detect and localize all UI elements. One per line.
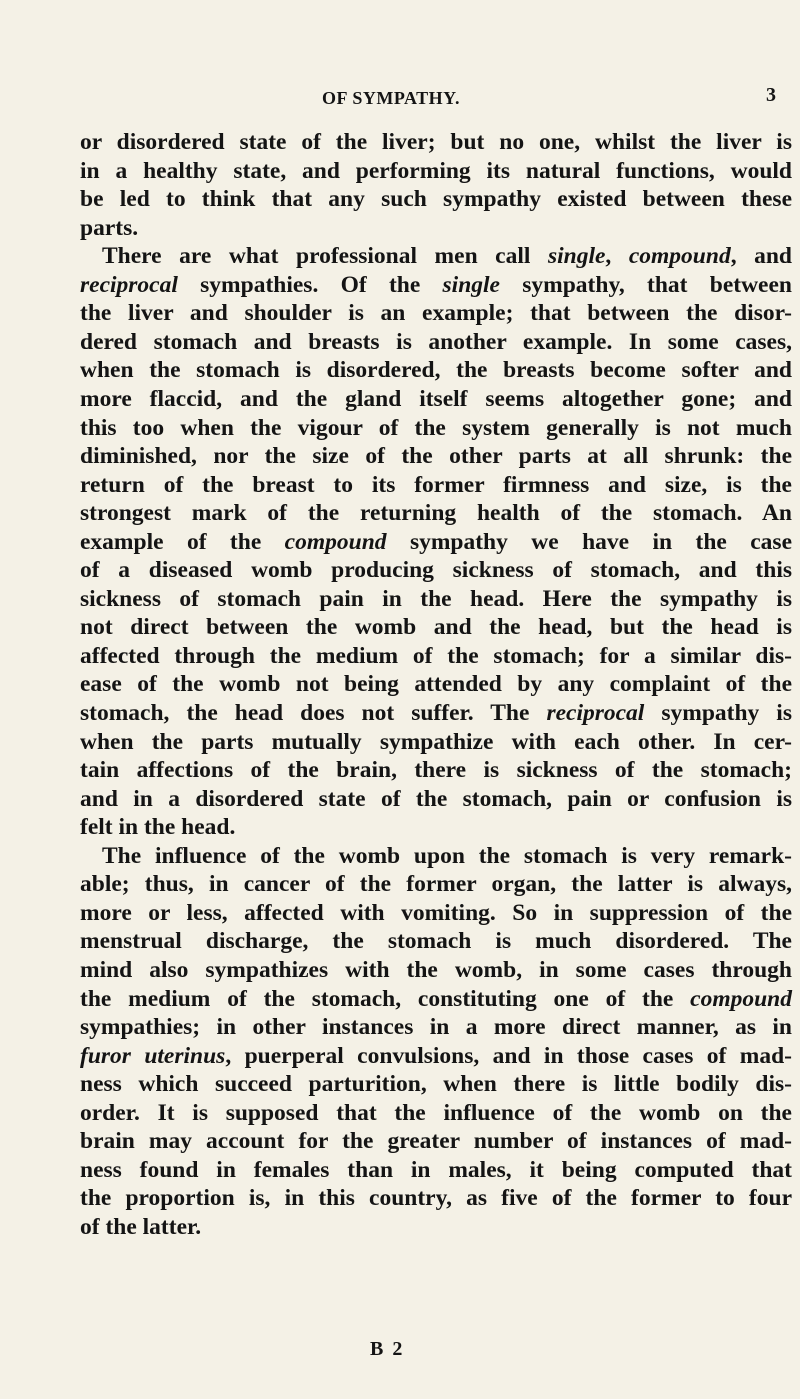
text-line: stomach, the head does not suffer. The reciprocal sympathy is <box>80 700 792 726</box>
text-line: return of the breast to its former firmness and size, is the <box>80 471 792 498</box>
text-line: the proportion is, in this country, as five of the former to four <box>80 1185 792 1212</box>
text-line: of a diseased womb producing sickness of stomach, and this <box>80 557 792 584</box>
text-line: felt in the head. <box>80 814 236 841</box>
text-line: when the parts mutually sympathize with each other. In cer- <box>80 728 792 755</box>
text-line: tain affections of the brain, there is sickness of the stomach; <box>80 757 792 784</box>
text-line: and in a disordered state of the stomach, pain or confusion is <box>80 785 792 812</box>
text-line: the medium of the stomach, constituting one of the compound <box>80 985 792 1012</box>
text-line: when the stomach is disordered, the breasts become softer and <box>80 357 792 384</box>
text-line: menstrual discharge, the stomach is much disordered. The <box>80 928 792 955</box>
text-line: order. It is supposed that the influence of the womb on the <box>80 1099 792 1126</box>
text-line: There are what professional men call single, compound, and <box>102 243 793 270</box>
text-line: sympathies; in other instances in a more direct manner, as in <box>80 1014 792 1041</box>
text-line: affected through the medium of the stomach; for a similar dis- <box>80 642 792 669</box>
text-line: The influence of the womb upon the stomach is very remark- <box>102 842 792 869</box>
text-line: more flaccid, and the gland itself seems altogether gone; and <box>80 385 792 412</box>
text-line: ness found in females than in males, it being computed that <box>80 1156 792 1183</box>
text-line: ease of the womb not being attended by any complaint of the <box>80 671 792 698</box>
text-line: furor uterinus, puerperal convulsions, and in those cases of mad- <box>80 1042 792 1069</box>
text-line: strongest mark of the returning health of the stomach. An <box>80 500 792 527</box>
signature-mark: B 2 <box>370 1338 405 1360</box>
text-line: brain may account for the greater number of instances of mad- <box>80 1128 792 1155</box>
text-line: be led to think that any such sympathy existed between these <box>80 186 792 213</box>
running-title: OF SYMPATHY. <box>322 88 461 108</box>
text-line: dered stomach and breasts is another example. In some cases, <box>80 328 792 355</box>
text-line: able; thus, in cancer of the former organ, the latter is always, <box>80 871 792 898</box>
text-line: in a healthy state, and performing its natural functions, would <box>80 157 792 184</box>
text-line: parts. <box>80 214 139 241</box>
page-number: 3 <box>766 84 776 106</box>
text-line: of the latter. <box>80 1213 202 1240</box>
text-line: sickness of stomach pain in the head. Here the sympathy is <box>80 585 792 612</box>
text-line: this too when the vigour of the system generally is not much <box>80 414 792 441</box>
text-line: the liver and shoulder is an example; that between the disor- <box>80 300 792 327</box>
text-line: mind also sympathizes with the womb, in some cases through <box>80 956 792 983</box>
text-line: more or less, affected with vomiting. So in suppression of the <box>80 899 792 926</box>
text-line: or disordered state of the liver; but no one, whilst the liver is <box>80 129 792 155</box>
text-line: ness which succeed parturition, when there is little bodily dis- <box>80 1071 792 1098</box>
text-line: diminished, nor the size of the other parts at all shrunk: the <box>80 443 792 470</box>
text-line: reciprocal sympathies. Of the single sympathy, that between <box>80 271 792 298</box>
text-line: not direct between the womb and the head, but the head is <box>80 614 792 641</box>
text-line: example of the compound sympathy we have in the case <box>80 528 792 555</box>
